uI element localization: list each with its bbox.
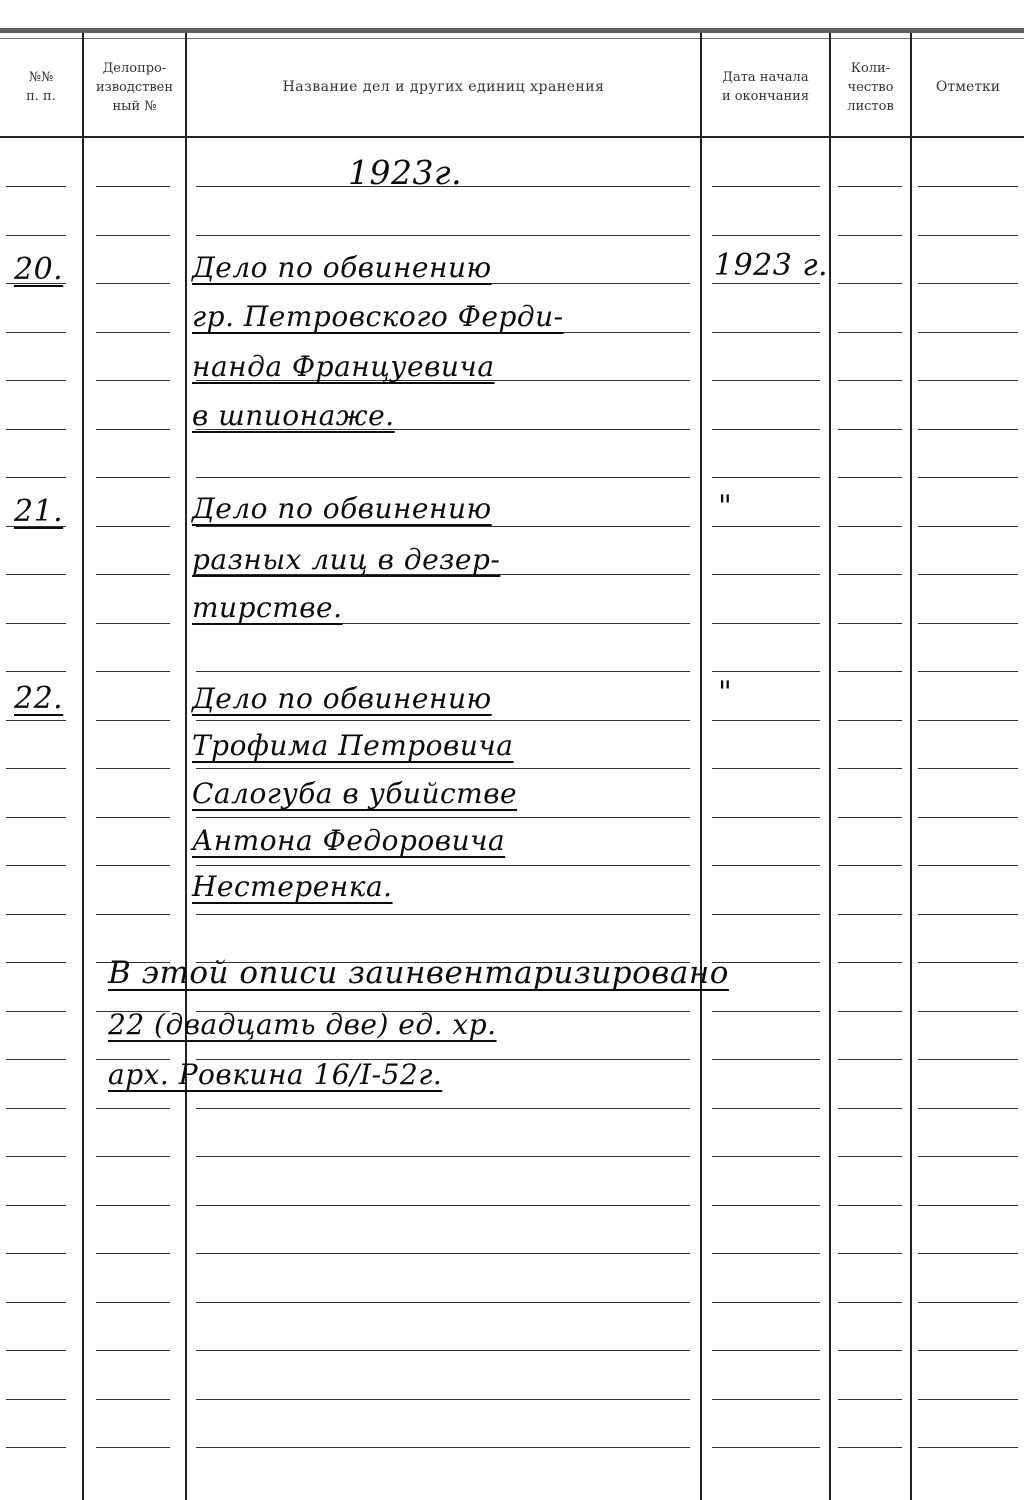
row-rule (6, 477, 66, 478)
row-rule (6, 914, 66, 915)
row-rule (196, 1205, 690, 1206)
row-rule (196, 1108, 690, 1109)
row-rule (918, 1205, 1018, 1206)
row-rule (196, 1302, 690, 1303)
row-rule (712, 865, 820, 866)
closing-note-line: В этой описи заинвентаризировано (108, 955, 729, 991)
column-divider (82, 33, 84, 1500)
page-top-edge (0, 28, 1024, 33)
entry-title-line: разных лиц в дезер- (192, 543, 501, 576)
row-rule (918, 1108, 1018, 1109)
row-rule (6, 1156, 66, 1157)
row-rule (96, 429, 170, 430)
row-rule (6, 962, 66, 963)
row-rule (918, 526, 1018, 527)
row-rule (96, 380, 170, 381)
row-rule (838, 235, 902, 236)
row-rule (712, 623, 820, 624)
row-rule (712, 1350, 820, 1351)
row-rule (712, 720, 820, 721)
column-divider (910, 33, 912, 1500)
row-rule (712, 817, 820, 818)
row-rule (838, 865, 902, 866)
row-rule (712, 186, 820, 187)
entry-number: 22. (14, 681, 64, 716)
row-rule (712, 380, 820, 381)
entry-number: 20. (14, 252, 64, 287)
row-rule (918, 429, 1018, 430)
row-rule (838, 1011, 902, 1012)
row-rule (712, 1447, 820, 1448)
row-rule (838, 1399, 902, 1400)
column-divider (700, 33, 702, 1500)
row-rule (712, 1205, 820, 1206)
row-rule (96, 1108, 170, 1109)
entry-number: 21. (14, 494, 64, 529)
row-rule (96, 283, 170, 284)
row-rule (6, 332, 66, 333)
header-number: №№ п. п. (26, 70, 56, 104)
row-rule (712, 477, 820, 478)
row-rule (838, 332, 902, 333)
row-rule (712, 1011, 820, 1012)
row-rule (838, 1253, 902, 1254)
row-rule (96, 574, 170, 575)
entry-date: 1923 г. (714, 248, 829, 283)
row-rule (838, 186, 902, 187)
row-rule (712, 1108, 820, 1109)
header-office-number: Делопро- изводствен ный № (95, 60, 174, 114)
row-rule (918, 671, 1018, 672)
row-rule (838, 671, 902, 672)
row-rule (6, 1108, 66, 1109)
row-rule (918, 235, 1018, 236)
row-rule (918, 283, 1018, 284)
row-rule (96, 1447, 170, 1448)
row-rule (196, 1350, 690, 1351)
row-rule (918, 865, 1018, 866)
row-rule (838, 526, 902, 527)
entry-date: " (718, 675, 733, 710)
row-rule (838, 1350, 902, 1351)
row-rule (6, 671, 66, 672)
row-rule (712, 235, 820, 236)
row-rule (6, 1011, 66, 1012)
row-rule (918, 768, 1018, 769)
row-rule (712, 574, 820, 575)
column-divider (185, 33, 187, 1500)
row-rule (96, 720, 170, 721)
row-rule (918, 1399, 1018, 1400)
row-rule (6, 1302, 66, 1303)
entry-title-line: Дело по обвинению (192, 492, 492, 525)
entry-title-line: Салогуба в убийстве (192, 777, 518, 810)
row-rule (838, 380, 902, 381)
row-rule (838, 429, 902, 430)
row-rule (96, 1399, 170, 1400)
row-rule (918, 817, 1018, 818)
row-rule (918, 1059, 1018, 1060)
row-rule (96, 1350, 170, 1351)
row-rule (838, 962, 902, 963)
row-rule (6, 1399, 66, 1400)
entry-title-line: Дело по обвинению (192, 251, 492, 284)
row-rule (712, 1399, 820, 1400)
row-rule (838, 768, 902, 769)
row-rule (96, 1302, 170, 1303)
row-rule (96, 671, 170, 672)
row-rule (918, 962, 1018, 963)
row-rule (6, 380, 66, 381)
row-rule (6, 235, 66, 236)
row-rule (838, 817, 902, 818)
row-rule (196, 1156, 690, 1157)
row-rule (6, 186, 66, 187)
row-rule (96, 914, 170, 915)
row-rule (96, 332, 170, 333)
row-rule (918, 332, 1018, 333)
row-rule (838, 623, 902, 624)
row-rule (6, 574, 66, 575)
page-top-rule (0, 38, 1024, 39)
row-rule (6, 1350, 66, 1351)
row-rule (96, 186, 170, 187)
row-rule (196, 1447, 690, 1448)
row-rule (712, 1156, 820, 1157)
row-rule (918, 1011, 1018, 1012)
year-heading: 1923г. (348, 153, 463, 192)
row-rule (712, 332, 820, 333)
row-rule (838, 1205, 902, 1206)
row-rule (838, 283, 902, 284)
entry-title-line: в шпионаже. (192, 399, 395, 432)
row-rule (196, 477, 690, 478)
row-rule (918, 574, 1018, 575)
row-rule (6, 1059, 66, 1060)
row-rule (712, 1253, 820, 1254)
row-rule (6, 1253, 66, 1254)
row-rule (712, 1059, 820, 1060)
row-rule (918, 477, 1018, 478)
row-rule (6, 623, 66, 624)
closing-note-line: 22 (двадцать две) ед. хр. (108, 1008, 497, 1041)
row-rule (96, 865, 170, 866)
row-rule (6, 817, 66, 818)
entry-date: " (718, 489, 733, 524)
entry-title-line: нанда Француевича (192, 350, 495, 383)
row-rule (838, 1302, 902, 1303)
row-rule (196, 1253, 690, 1254)
header-sheets: Коли- чество листов (847, 60, 894, 114)
row-rule (196, 671, 690, 672)
row-rule (918, 1253, 1018, 1254)
entry-title-line: Трофима Петровича (192, 729, 514, 762)
entry-title-line: гр. Петровского Ферди- (192, 300, 564, 333)
closing-note-line: арх. Ровкина 16/I-52г. (108, 1058, 443, 1091)
entry-title-line: Антона Федоровича (192, 824, 506, 857)
row-rule (918, 720, 1018, 721)
row-rule (196, 235, 690, 236)
row-rule (96, 817, 170, 818)
row-rule (96, 477, 170, 478)
row-rule (918, 380, 1018, 381)
header-bottom-border (0, 136, 1024, 138)
row-rule (96, 1156, 170, 1157)
row-rule (712, 429, 820, 430)
row-rule (838, 1156, 902, 1157)
row-rule (6, 429, 66, 430)
row-rule (6, 1447, 66, 1448)
row-rule (96, 1253, 170, 1254)
row-rule (96, 768, 170, 769)
entry-title-line: Дело по обвинению (192, 682, 492, 715)
header-dates: Дата начала и окончания (721, 70, 810, 104)
row-rule (712, 1302, 820, 1303)
row-rule (96, 623, 170, 624)
row-rule (196, 1399, 690, 1400)
row-rule (838, 1447, 902, 1448)
row-rule (6, 768, 66, 769)
row-rule (712, 768, 820, 769)
row-rule (96, 1205, 170, 1206)
row-rule (838, 914, 902, 915)
row-rule (918, 1447, 1018, 1448)
row-rule (918, 186, 1018, 187)
row-rule (838, 720, 902, 721)
column-divider (829, 33, 831, 1500)
row-rule (918, 914, 1018, 915)
row-rule (6, 865, 66, 866)
row-rule (96, 235, 170, 236)
row-rule (918, 1350, 1018, 1351)
row-rule (96, 526, 170, 527)
entry-title-line: тирстве. (192, 591, 343, 624)
row-rule (838, 477, 902, 478)
row-rule (838, 1108, 902, 1109)
row-rule (838, 1059, 902, 1060)
row-rule (6, 1205, 66, 1206)
entry-title-line: Нестеренка. (192, 870, 393, 903)
row-rule (196, 914, 690, 915)
row-rule (918, 1156, 1018, 1157)
row-rule (918, 623, 1018, 624)
row-rule (918, 1302, 1018, 1303)
header-title: Название дел и других единиц хранения (282, 78, 605, 95)
row-rule (838, 574, 902, 575)
header-notes: Отметки (935, 78, 1001, 95)
row-rule (712, 914, 820, 915)
